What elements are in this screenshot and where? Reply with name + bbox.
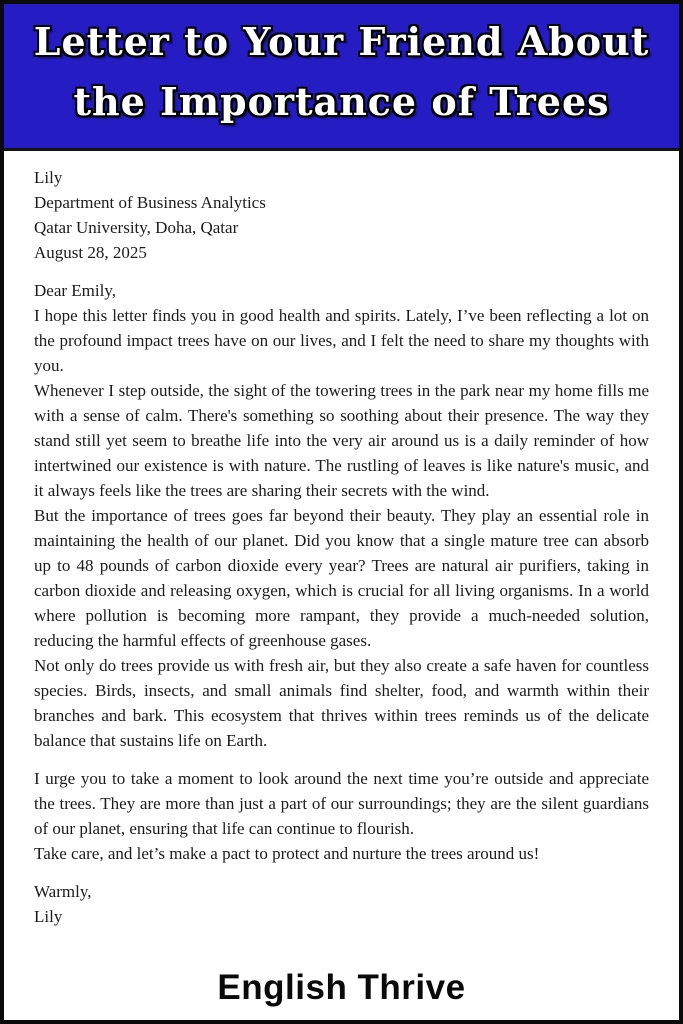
signoff-word: Warmly, <box>34 882 92 901</box>
brand-footer: English Thrive <box>217 968 466 1007</box>
letter-date: August 28, 2025 <box>34 243 147 262</box>
closing-paragraph: I urge you to take a moment to look around the next time you’re outside and appreciate the trees. They are more than just a part of our surroundings; they are the silent guardians of our planet, ensuring that life can continue to flourish. <box>34 769 649 838</box>
body-paragraph: Whenever I step outside, the sight of the towering trees in the park near my home fills me with a sense of calm. There's something so soothing about their presence. The way they stand still yet seem to breathe life into the very air around us is a daily reminder of how intertwined our existence is with nature. The rustling of leaves is like nature's music, and it always feels like the trees are sharing their secrets with the wind. <box>34 381 649 500</box>
signoff-block <box>34 879 649 929</box>
block-gap <box>34 265 649 278</box>
main-block <box>34 278 649 753</box>
sender-address: Qatar University, Doha, Qatar <box>34 218 239 237</box>
sender-name: Lily <box>34 168 63 187</box>
sender-department: Department of Business Analytics <box>34 193 266 212</box>
page-title-line-2: the Importance of Trees <box>73 79 610 124</box>
block-gap <box>34 866 649 879</box>
body-paragraph: I hope this letter finds you in good health and spirits. Lately, I’ve been reflecting a lot on the profound impact trees have on our lives, and I felt the need to share my thoughts with you. <box>34 306 649 375</box>
title-banner <box>4 4 679 151</box>
closing-block <box>34 766 649 866</box>
page-title-line-1: Letter to Your Friend About <box>33 19 650 64</box>
letter-body <box>4 151 679 929</box>
body-paragraph: But the importance of trees goes far beyond their beauty. They play an essential role in maintaining the health of our planet. Did you know that a single mature tree can absorb up to 48 pounds of carbon dioxide every year? Trees are natural air purifiers, taking in carbon dioxide and releasing oxygen, which is crucial for all living organisms. In a world where pollution is becoming more rampant, they provide a much-needed solution, reducing the harmful effects of greenhouse gases. <box>34 506 649 650</box>
closing-paragraph: Take care, and let’s make a pact to protect and nurture the trees around us! <box>34 844 540 863</box>
salutation: Dear Emily, <box>34 281 116 300</box>
signoff-name: Lily <box>34 907 63 926</box>
body-paragraph: Not only do trees provide us with fresh air, but they also create a safe haven for countless species. Birds, insects, and small animals find shelter, food, and warmth within their branches and bark. This ecosystem that thrives within trees reminds us of the delicate balance that sustains life on Earth. <box>34 656 649 750</box>
sender-block <box>34 165 649 265</box>
block-gap <box>34 753 649 766</box>
